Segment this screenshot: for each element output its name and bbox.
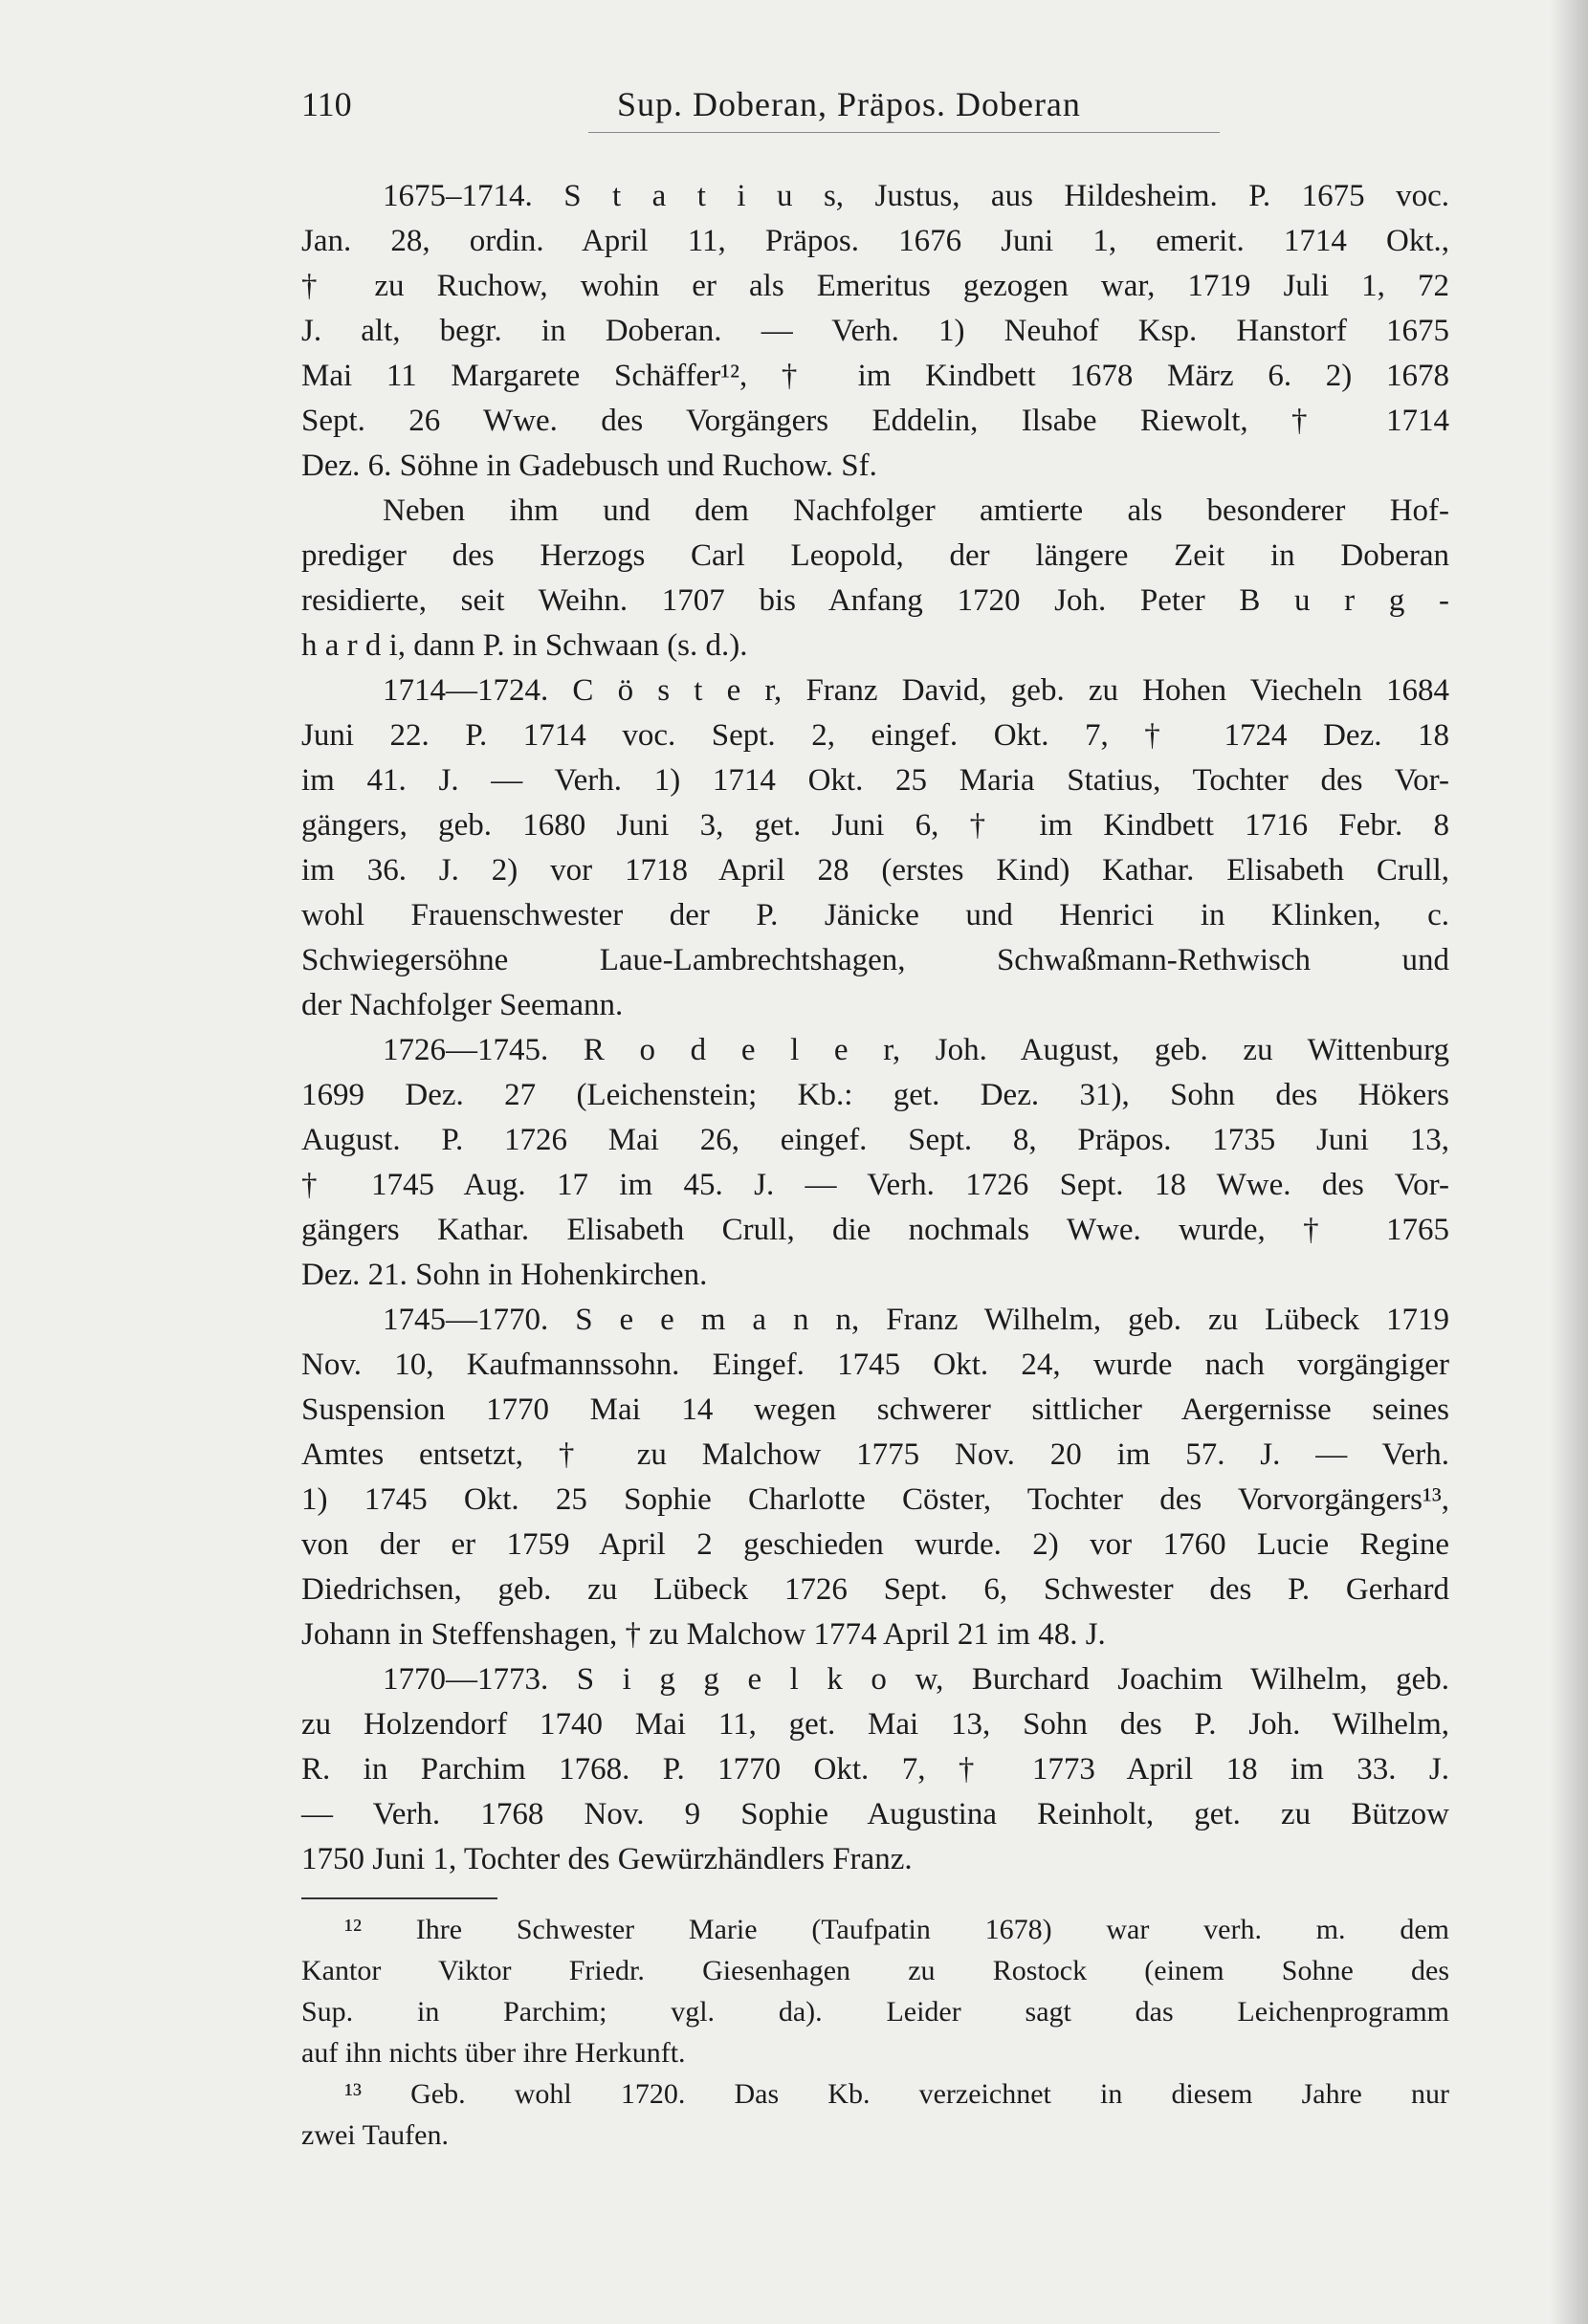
footnotes: [301, 1909, 1449, 2156]
text-line: der Nachfolger Seemann.: [301, 988, 624, 1022]
text-line: 1675–1714. S t a t i u s, Justus, aus Hildesheim. P. 1675 voc.: [383, 179, 1449, 213]
text-line: † zu Ruchow, wohin er als Emeritus gezogen war, 1719 Juli 1, 72: [301, 269, 1449, 303]
footnote-paragraph: [301, 1909, 1449, 2073]
text-paragraph: [301, 1028, 1449, 1298]
text-line: Mai 11 Margarete Schäffer¹², † im Kindbett 1678 März 6. 2) 1678: [301, 359, 1449, 393]
page-header: [301, 84, 1449, 132]
page-edge-shadow: [1550, 0, 1588, 2324]
text-line: Dez. 21. Sohn in Hohenkirchen.: [301, 1258, 708, 1292]
text-line: 1714—1724. C ö s t e r, Franz David, geb. zu Hohen Viecheln 1684: [383, 673, 1449, 708]
text-line: 1745—1770. S e e m a n n, Franz Wilhelm, geb. zu Lübeck 1719: [383, 1303, 1449, 1337]
text-line: 1) 1745 Okt. 25 Sophie Charlotte Cöster, Tochter des Vorvorgängers¹³,: [301, 1482, 1449, 1517]
text-paragraph: [301, 489, 1449, 669]
footnote-rule: [301, 1897, 497, 1899]
text-line: Neben ihm und dem Nachfolger amtierte als besonderer Hof-: [383, 493, 1449, 528]
text-line: — Verh. 1768 Nov. 9 Sophie Augustina Reinholt, get. zu Bützow: [301, 1797, 1449, 1831]
text-line: im 36. J. 2) vor 1718 April 28 (erstes Kind) Kathar. Elisabeth Crull,: [301, 853, 1449, 888]
text-paragraph: [301, 669, 1449, 1028]
text-line: † 1745 Aug. 17 im 45. J. — Verh. 1726 Sept. 18 Wwe. des Vor-: [301, 1168, 1449, 1202]
text-paragraph: [301, 1298, 1449, 1657]
text-line: residierte, seit Weihn. 1707 bis Anfang 1720 Joh. Peter B u r g -: [301, 583, 1449, 618]
text-line: Johann in Steffenshagen, † zu Malchow 1774 April 21 im 48. J.: [301, 1617, 1106, 1652]
text-line: Nov. 10, Kaufmannssohn. Eingef. 1745 Okt. 24, wurde nach vorgängiger: [301, 1348, 1449, 1382]
text-line: 1699 Dez. 27 (Leichenstein; Kb.: get. Dez. 31), Sohn des Hökers: [301, 1078, 1449, 1112]
text-line: 1770—1773. S i g g e l k o w, Burchard Joachim Wilhelm, geb.: [383, 1662, 1449, 1697]
text-line: Dez. 6. Söhne in Gadebusch und Ruchow. Sf.: [301, 449, 877, 483]
footnote-line: ¹³ Geb. wohl 1720. Das Kb. verzeichnet in diesem Jahre nur: [344, 2078, 1449, 2110]
text-line: im 41. J. — Verh. 1) 1714 Okt. 25 Maria Statius, Tochter des Vor-: [301, 763, 1449, 798]
text-line: Diedrichsen, geb. zu Lübeck 1726 Sept. 6, Schwester des P. Gerhard: [301, 1572, 1449, 1607]
text-line: J. alt, begr. in Doberan. — Verh. 1) Neuhof Ksp. Hanstorf 1675: [301, 314, 1449, 348]
footnote-paragraph: [301, 2073, 1449, 2156]
text-line: 1726—1745. R o d e l e r, Joh. August, geb. zu Wittenburg: [383, 1033, 1449, 1067]
text-line: wohl Frauenschwester der P. Jänicke und Henrici in Klinken, c.: [301, 898, 1449, 932]
header-rule: [588, 132, 1220, 133]
text-line: gängers Kathar. Elisabeth Crull, die nochmals Wwe. wurde, † 1765: [301, 1213, 1449, 1247]
text-paragraph: [301, 1657, 1449, 1882]
text-line: 1750 Juni 1, Tochter des Gewürzhändlers Franz.: [301, 1842, 913, 1876]
text-line: zu Holzendorf 1740 Mai 11, get. Mai 13, Sohn des P. Joh. Wilhelm,: [301, 1707, 1449, 1742]
running-title: Sup. Doberan, Präpos. Doberan: [617, 85, 1081, 123]
footnote-line: ¹² Ihre Schwester Marie (Taufpatin 1678) war verh. m. dem: [344, 1914, 1449, 1945]
footnote-line: Sup. in Parchim; vgl. da). Leider sagt das Leichenprogramm: [301, 1996, 1449, 2028]
footnote-line: auf ihn nichts über ihre Herkunft.: [301, 2037, 686, 2069]
text-paragraph: [301, 174, 1449, 489]
text-line: Sept. 26 Wwe. des Vorgängers Eddelin, Ilsabe Riewolt, † 1714: [301, 404, 1449, 438]
text-line: von der er 1759 April 2 geschieden wurde. 2) vor 1760 Lucie Regine: [301, 1527, 1449, 1562]
page-number: 110: [301, 85, 352, 123]
text-line: h a r d i, dann P. in Schwaan (s. d.).: [301, 628, 748, 663]
text-line: Jan. 28, ordin. April 11, Präpos. 1676 Juni 1, emerit. 1714 Okt.,: [301, 224, 1449, 258]
text-line: August. P. 1726 Mai 26, eingef. Sept. 8, Präpos. 1735 Juni 13,: [301, 1123, 1449, 1157]
text-line: Suspension 1770 Mai 14 wegen schwerer sittlicher Aergernisse seines: [301, 1392, 1449, 1427]
footnote-line: Kantor Viktor Friedr. Giesenhagen zu Rostock (einem Sohne des: [301, 1955, 1449, 1986]
text-line: R. in Parchim 1768. P. 1770 Okt. 7, † 1773 April 18 im 33. J.: [301, 1752, 1449, 1787]
text-line: Schwiegersöhne Laue-Lambrechtshagen, Schwaßmann-Rethwisch und: [301, 943, 1449, 977]
text-line: Juni 22. P. 1714 voc. Sept. 2, eingef. Okt. 7, † 1724 Dez. 18: [301, 718, 1449, 753]
text-line: gängers, geb. 1680 Juni 3, get. Juni 6, † im Kindbett 1716 Febr. 8: [301, 808, 1449, 843]
text-line: prediger des Herzogs Carl Leopold, der längere Zeit in Doberan: [301, 538, 1449, 573]
text-line: Amtes entsetzt, † zu Malchow 1775 Nov. 20 im 57. J. — Verh.: [301, 1437, 1449, 1472]
main-text: [301, 174, 1449, 1882]
footnote-line: zwei Taufen.: [301, 2119, 449, 2151]
